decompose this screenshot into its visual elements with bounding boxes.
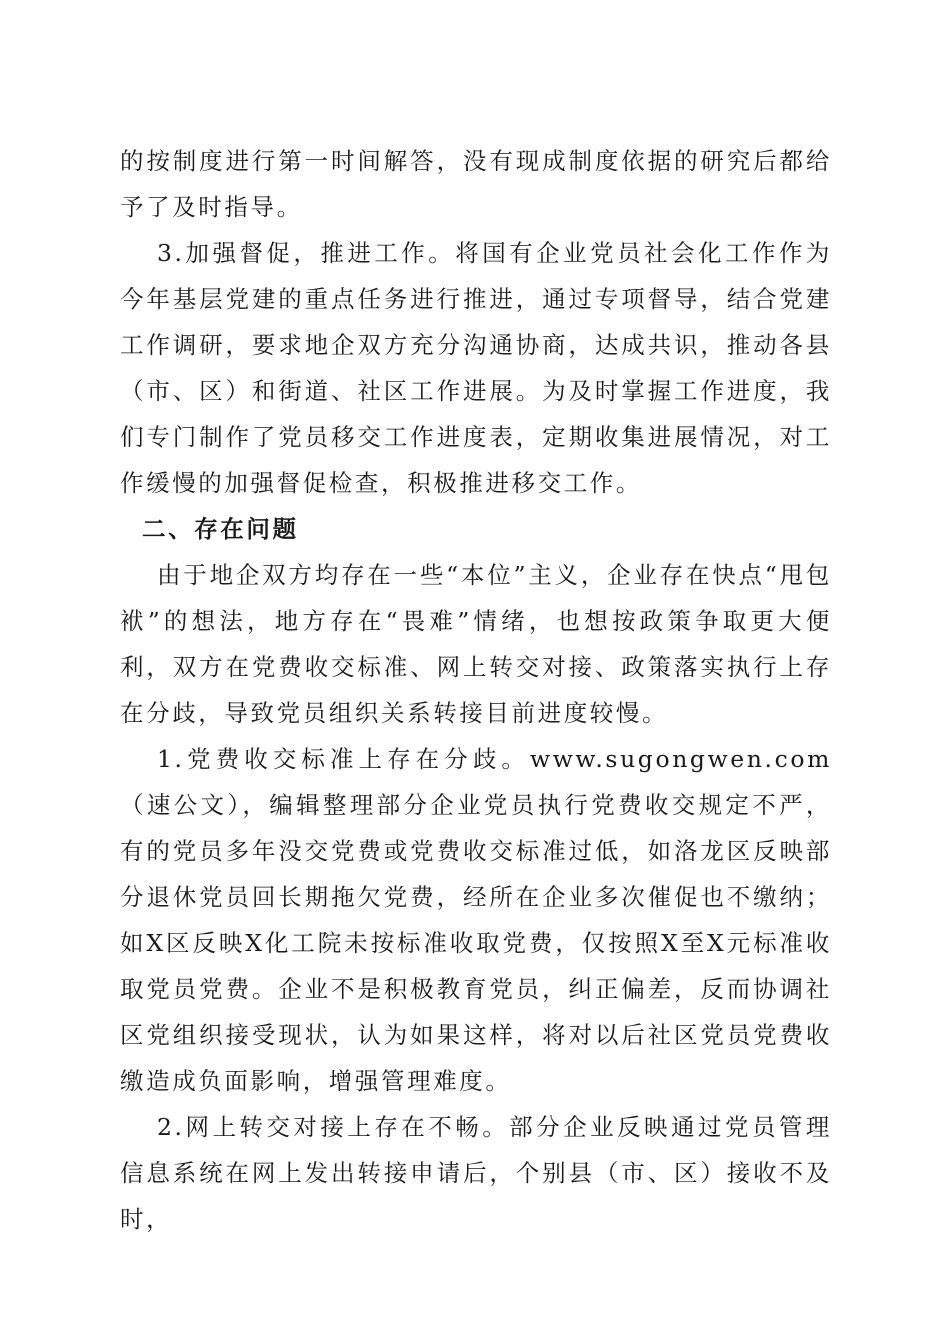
paragraph-problem-2: 2.网上转交对接上存在不畅。部分企业反映通过党员管理信息系统在网上发出转接申请后，个别县（市、区）接收不及时， [120,1113,832,1233]
paragraph-problem-intro: 由于地企双方均存在一些“本位”主义，企业存在快点“甩包袱”的想法，地方存在“畏难”情绪，也想按政策争取更大便利，双方在党费收交标准、网上转交对接、政策落实执行上存在分歧，导致党员组织关系转接目前进度较慢。 [120,561,832,727]
paragraph-problem-1: 1.党费收交标准上存在分歧。www.sugongwen.com（速公文），编辑整理部分企业党员执行党费收交规定不严，有的党员多年没交党费或党费收交标准过低，如洛龙区反映部分退休党员回长期拖欠党费，经所在企业多次催促也不缴纳；如X区反映X化工院未按标准收取党费，仅按照X至X元标准收取党员党费。企业不是积极教育党员，纠正偏差，反而协调社区党组织接受现状，认为如果这样，将对以后社区党员党费收缴造成负面影响，增强管理难度。 [120,745,832,1095]
section-heading: 二、存在问题 [142,515,299,543]
paragraph-item-3: 3.加强督促，推进工作。将国有企业党员社会化工作作为今年基层党建的重点任务进行推进，通过专项督导，结合党建工作调研，要求地企双方充分沟通协商，达成共识，推动各县（市、区）和街道、社区工作进展。为及时掌握工作进度，我们专门制作了党员移交工作进度表，定期收集进展情况，对工作缓慢的加强督促检查，积极推进移交工作。 [120,239,832,497]
paragraph-continuation: 的按制度进行第一时间解答，没有现成制度依据的研究后都给予了及时指导。 [120,147,832,221]
document-body [120,138,832,1242]
